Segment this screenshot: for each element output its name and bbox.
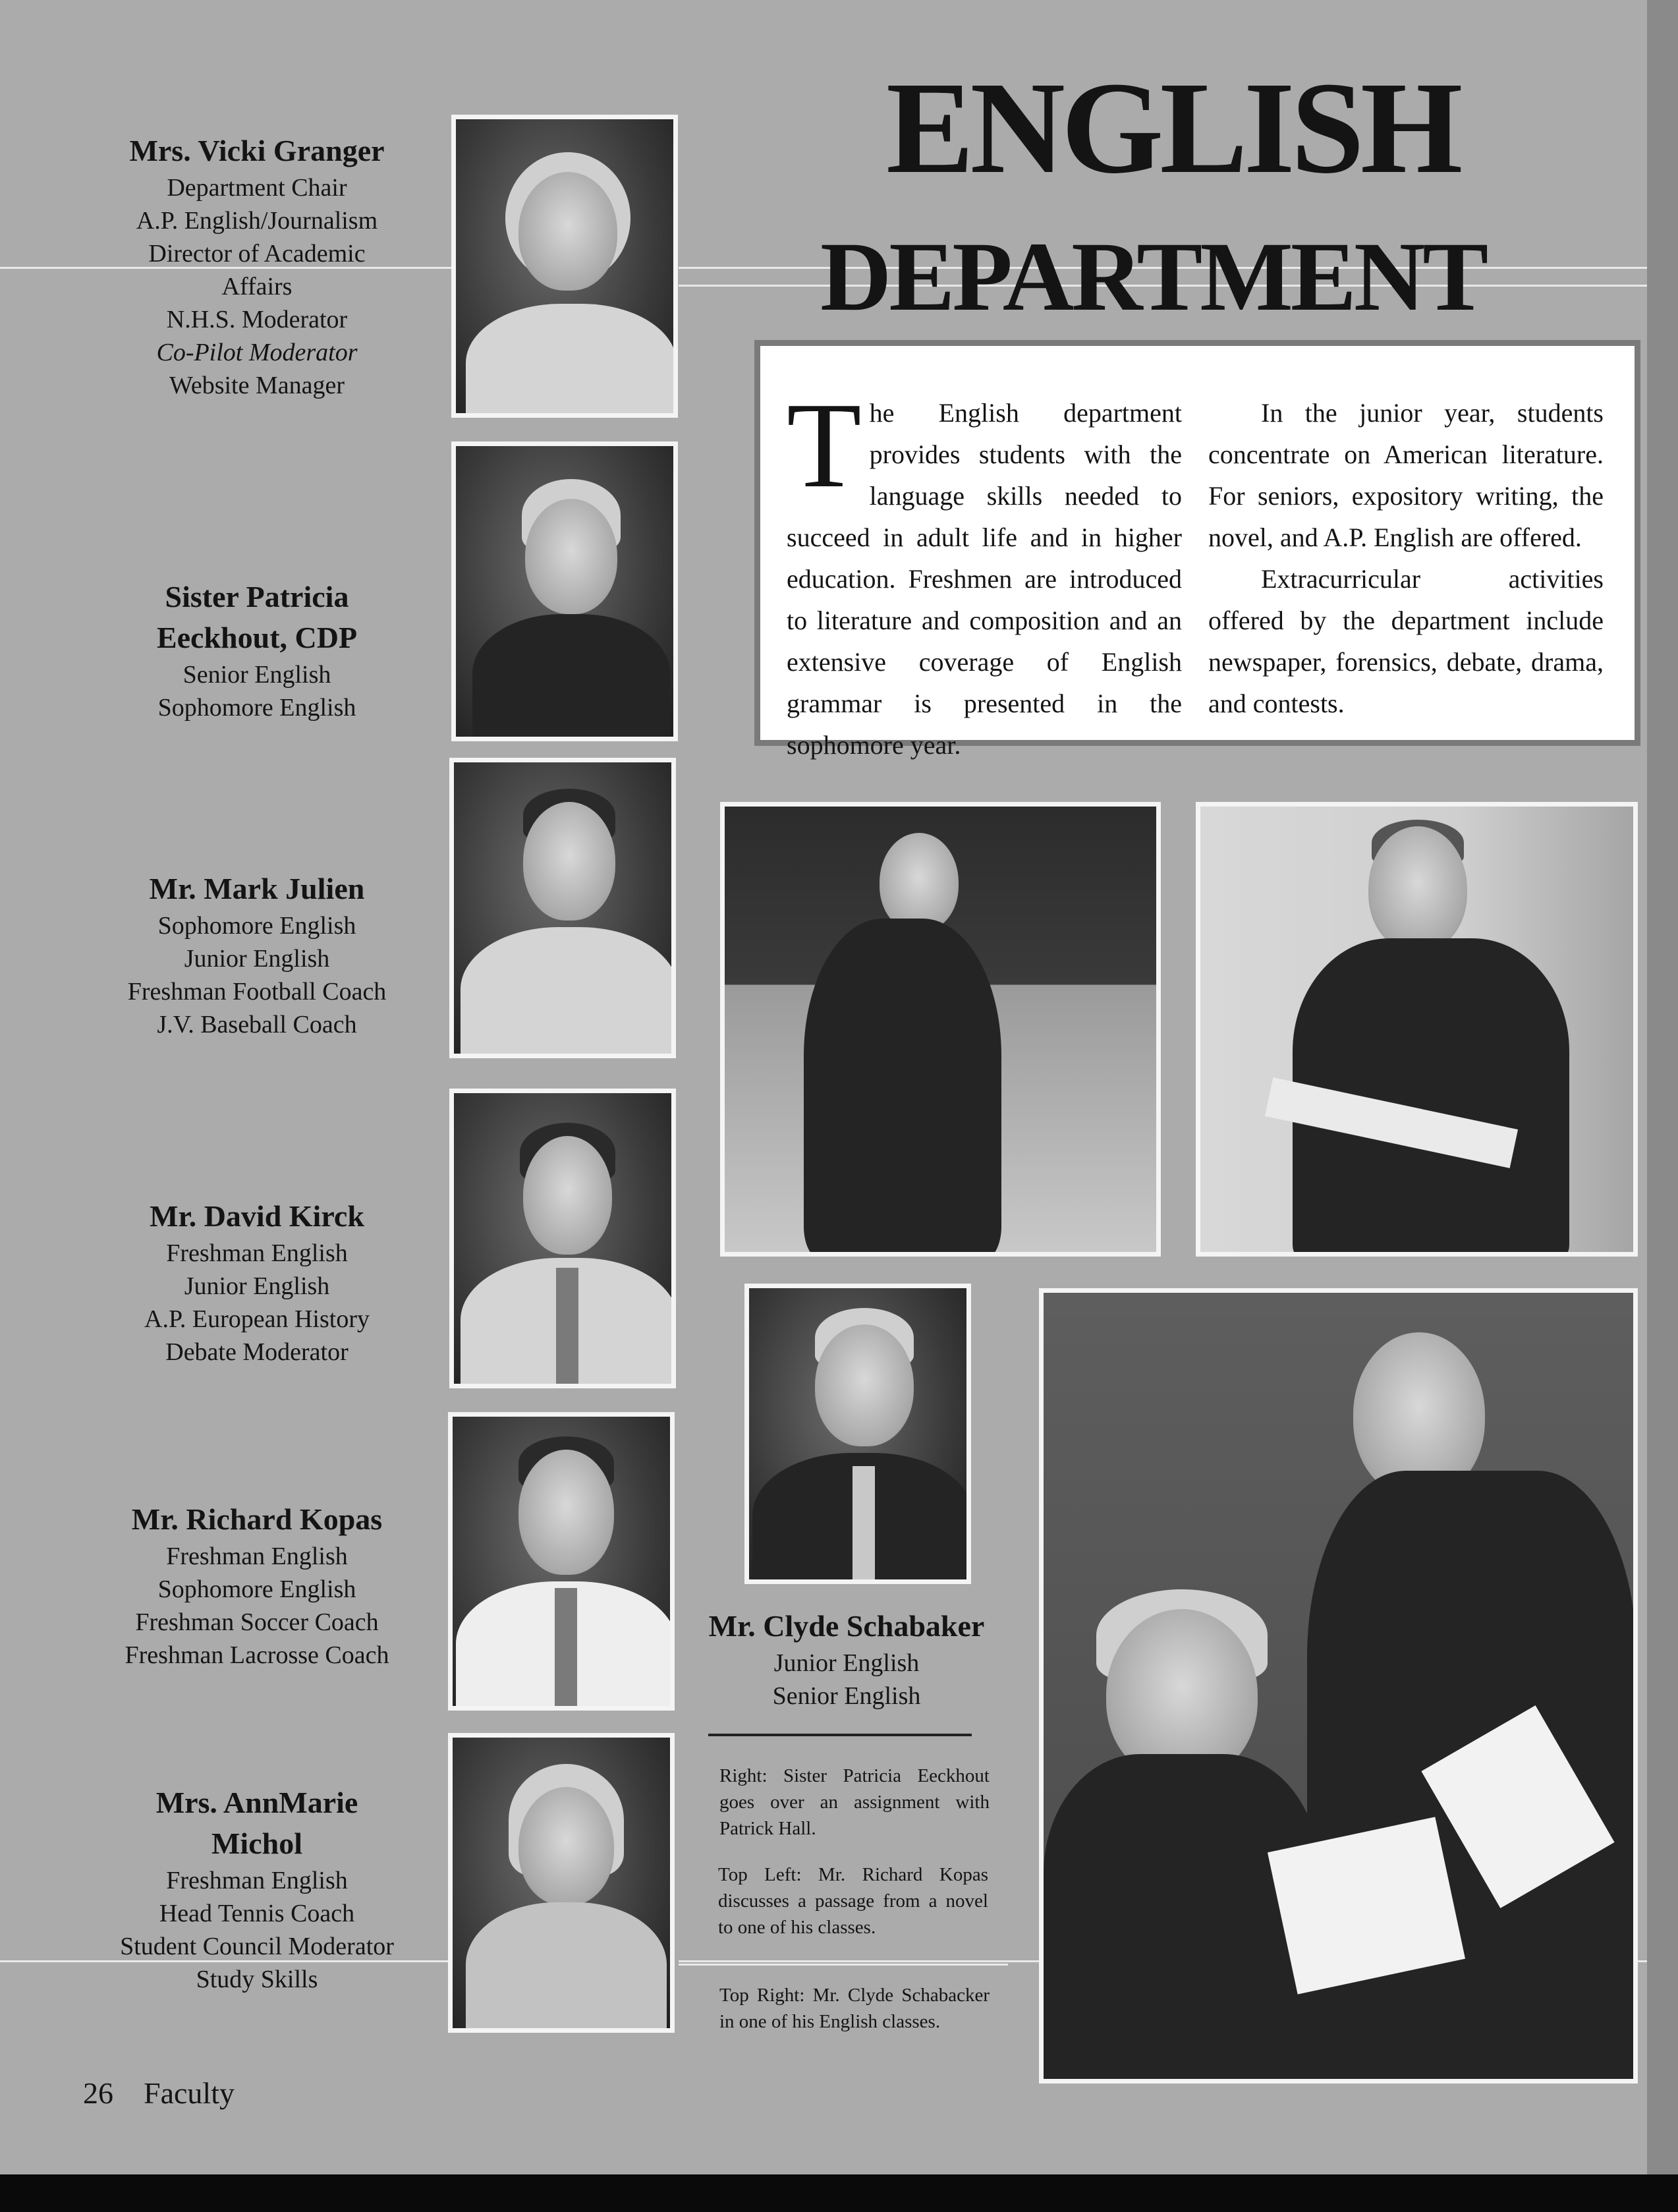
staff-role: Freshman Soccer Coach [135,1608,379,1636]
staff-role: Student Council Moderator [120,1933,394,1960]
staff-role: Senior English [182,661,331,689]
page-title-line2: DEPARTMENT [820,222,1486,331]
portrait-kirck [449,1089,676,1388]
page-number: 26 [83,2076,113,2110]
caption-divider [708,1734,972,1736]
staff-role: Junior English [184,1272,330,1300]
portrait-eeckhout [451,441,678,741]
staff-role: Freshman English [166,1543,348,1570]
page-title-line1: ENGLISH [886,55,1459,201]
staff-name: Mrs. Vicki Granger [129,134,385,167]
staff-role: Co-Pilot Moderator [156,339,358,366]
section-label: Faculty [144,2076,235,2110]
caption-right: Right: Sister Patricia Eeckhout goes over an assignment with Patrick Hall. [719,1765,990,1839]
staff-role: Department Chair [167,174,347,202]
staff-name: Mrs. AnnMarie [155,1786,358,1819]
portrait-schabaker [744,1284,971,1584]
staff-entry-eeckhout [92,577,422,724]
staff-name: Michol [211,1827,302,1860]
staff-entry-kirck [92,1196,422,1369]
staff-role: Website Manager [169,372,345,399]
portrait-julien [449,758,676,1058]
staff-name: Mr. David Kirck [150,1199,364,1233]
intro-text-box [754,340,1640,760]
photo-schabaker-classroom [1196,802,1638,1257]
staff-entry-julien [92,868,422,1041]
staff-role: A.P. European History [144,1305,370,1333]
staff-role: Sophomore English [157,912,356,940]
staff-role: Sophomore English [157,694,356,722]
staff-role: J.V. Baseball Coach [157,1011,357,1038]
staff-role: Head Tennis Coach [159,1900,355,1927]
staff-entry-michol [92,1782,422,1996]
caption-top-right: Top Right: Mr. Clyde Schabacker in one of his English classes. [719,1985,990,2032]
staff-role: A.P. English/Journalism [136,207,378,235]
staff-role: Freshman English [166,1867,348,1894]
staff-role: Debate Moderator [165,1338,349,1366]
staff-role: Freshman English [166,1239,348,1267]
portrait-kopas [448,1412,675,1711]
staff-role: Senior English [772,1682,921,1710]
intro-paragraph-1: he English department provides students with the language skills needed to succeed in adult life and in higher education. Freshmen are introduced to literature and composition and an extensive coverage of English grammar is presented in the sophomore year. [787,398,1182,760]
intro-paragraph-2: In the junior year, students concentrate on American literature. For seniors, expository writing, the novel, and A.P. English are offered. [1208,398,1604,552]
staff-role: Sophomore English [157,1575,356,1603]
staff-role: Junior English [184,945,330,973]
staff-name: Eeckhout, CDP [156,621,358,654]
photo-eeckhout-with-student [1039,1288,1638,2084]
portrait-michol [448,1733,675,2033]
staff-name: Mr. Clyde Schabaker [708,1609,985,1643]
staff-role: Affairs [221,273,293,300]
staff-role: Director of Academic [148,240,366,268]
page-footer [83,2076,235,2111]
staff-name: Sister Patricia [165,580,349,613]
intro-column-right [1208,392,1604,724]
drop-cap: T [787,378,862,513]
scan-bottom-band [0,2174,1678,2212]
page-edge-shadow [1647,0,1678,2174]
staff-role: Study Skills [196,1966,318,1993]
staff-entry-kopas [92,1499,422,1672]
staff-role: Freshman Lacrosse Coach [125,1641,389,1669]
staff-entry-granger [92,130,422,402]
intro-column-left [787,378,1182,766]
staff-role: Junior English [773,1649,920,1677]
staff-name: Mr. Mark Julien [149,872,365,905]
caption-top-left: Top Left: Mr. Richard Kopas discusses a passage from a novel to one of his classes. [718,1864,988,1938]
staff-name: Mr. Richard Kopas [131,1502,383,1536]
caption-separator [679,1964,1008,1966]
bottom-rule-mid [679,1960,1041,1962]
portrait-granger [451,115,678,418]
staff-entry-schabaker [682,1606,1011,1713]
staff-role: N.H.S. Moderator [166,306,348,333]
photo-kopas-classroom [720,802,1161,1257]
staff-role: Freshman Football Coach [127,978,387,1006]
intro-paragraph-3: Extracurricular activities offered by the department include newspaper, forensics, debate, drama, and contests. [1208,564,1604,718]
